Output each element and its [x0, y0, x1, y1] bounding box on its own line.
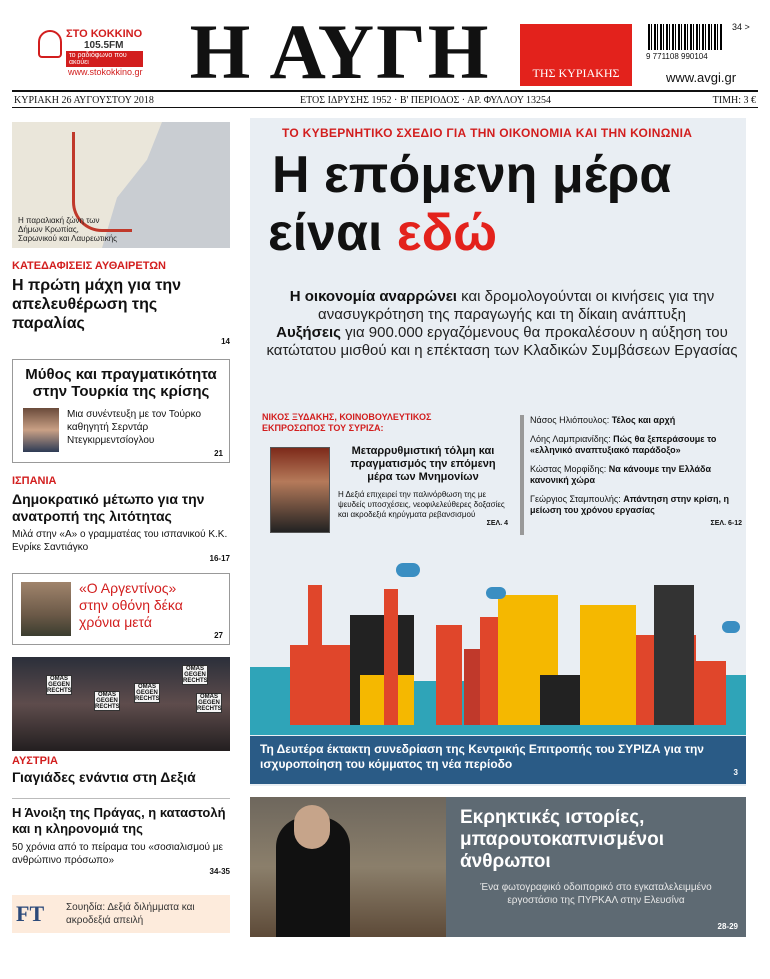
lead-headline[interactable]	[262, 146, 746, 262]
map-caption: Η παραλιακή ζώνη των Δήμων Κρωπίας, Σαρωνικού και Λαυρεωτικής	[18, 216, 118, 243]
edition-badge: ΤΗΣ ΚΥΡΙΑΚΗΣ	[520, 24, 632, 86]
dateline	[12, 90, 758, 108]
barcode-icon	[648, 24, 722, 50]
story-pyrkal[interactable]	[446, 797, 746, 937]
protest-sign: OMAS GEGEN RECHTS	[183, 666, 208, 684]
op-kicker: ΝΙΚΟΣ ΞΥΔΑΚΗΣ, ΚΟΙΝΟΒΟΥΛΕΥΤΙΚΟΣ ΕΚΠΡΟΣΩΠΟΣ ΤΟΥ ΣΥΡΙΖΑ:	[262, 412, 432, 433]
contributor-list	[530, 415, 742, 529]
lead-body	[262, 288, 742, 360]
story-kicker: ΙΣΠΑΝΙΑ	[12, 475, 57, 487]
issue-date: ΚΥΡΙΑΚΗ 26 ΑΥΓΟΥΣΤΟΥ 2018	[14, 95, 154, 106]
op-content	[338, 445, 508, 527]
smoke-cloud	[486, 587, 506, 599]
story-argentinos[interactable]	[12, 573, 230, 645]
contributor-name: Γεώργιος Σταμπουλής:	[530, 494, 621, 504]
story-text: Μιλά στην «Α» ο γραμματέας του ισπανικού Κ.Κ. Ενρίκε Σαντιάγκο	[12, 529, 228, 553]
contributor-title[interactable]: Να κάνουμε την Ελλάδα κανονική χώρα	[530, 464, 712, 485]
body-text: και δρομολογούνται οι κινήσεις για την ανασυγκρότηση της παραγωγής και τη δίκαιη ανάπτυξη	[318, 288, 715, 323]
lightbulb-icon	[38, 30, 62, 58]
story-prague[interactable]	[12, 805, 230, 876]
contributor-title[interactable]: Απάντηση στην κρίση, η μείωση του χρόνου εργασίας	[530, 494, 730, 515]
page-ref: ΣΕΛ. 4	[486, 520, 508, 527]
story-title: «Ο Αργεντίνος» στην οθόνη δέκα χρόνια μετά	[79, 580, 183, 630]
opinion-block[interactable]	[262, 412, 512, 434]
contributor-name: Λόης Λαμπριανίδης:	[530, 434, 611, 444]
barcode-number: 9 771108 990104	[646, 52, 708, 61]
story-text: Ένα φωτογραφικό οδοιπορικό στο εγκαταλελειμμένο εργοστάσιο της ΠΥΡΚΑΛ στην Ελευσίνα	[480, 882, 712, 906]
body-bold: Η οικονομία αναρρώνει	[289, 288, 457, 305]
story-title: Μύθος και πραγματικότητα στην Τουρκία της κρίσης	[25, 366, 217, 400]
lead-kicker: ΤΟ ΚΥΒΕΡΝΗΤΙΚΟ ΣΧΕΔΙΟ ΓΙΑ ΤΗΝ ΟΙΚΟΝΟΜΙΑ ΚΑΙ ΤΗΝ ΚΟΙΝΩΝΙΑ	[282, 126, 693, 140]
contributor-title[interactable]: Πώς θα ξεπεράσουμε το «ελληνικό αναπτυξιακό παράδοξο»	[530, 434, 717, 455]
protest-sign: OMAS GEGEN RECHTS	[197, 694, 222, 712]
politician-photo	[270, 447, 330, 533]
story-austria[interactable]	[12, 755, 230, 786]
pyrkal-photo	[250, 797, 446, 937]
story-spain[interactable]	[12, 475, 230, 563]
protest-sign: OMAS GEGEN RECHTS	[95, 692, 120, 710]
protest-photo	[12, 657, 230, 751]
contributor-name: Κώστας Μορφίδης:	[530, 464, 607, 474]
story-title: Δημοκρατικό μέτωπο για την ανατροπή της λιτότητας	[12, 491, 205, 524]
story-text: Μια συνέντευξη με τον Τούρκο καθηγητή Σερντάρ Ντεγκιρμεντσίογλου	[67, 409, 202, 446]
column-rule	[520, 415, 524, 535]
page-ref: 34-35	[209, 867, 230, 876]
op-title: Μεταρρυθμιστική τόλμη και πραγματισμός την επόμενη μέρα των Μνημονίων	[350, 445, 496, 483]
contributor-name: Νάσος Ηλιόπουλος:	[530, 415, 610, 425]
op-text: Η Δεξιά επιχειρεί την παλινόρθωση της με ψευδείς υποσχέσεις, νεοφιλελεύθερες δοξασίες και ακροδεξιά κηρύγματα ρεβανσισμού	[338, 490, 505, 519]
body-text: για 900.000 εργαζόμενους θα προκαλέσουν η αύξηση του κατώτατου μισθού και η επέκταση των Κλαδικών Συμβάσεων Εργασίας	[266, 324, 738, 359]
website-url: www.avgi.gr	[666, 70, 737, 85]
page-ref: ΣΕΛ. 6-12	[710, 520, 742, 527]
page-ref: 21	[214, 449, 223, 458]
film-photo	[21, 582, 71, 636]
story-title: Εκρηκτικές ιστορίες, μπαρουτοκαπνισμένοι άνθρωποι	[460, 807, 664, 872]
coast-map	[12, 122, 230, 248]
story-beaches[interactable]	[12, 260, 230, 346]
protest-sign: OMAS GEGEN RECHTS	[135, 684, 160, 702]
headline-line-2: είναι	[268, 204, 397, 262]
page-ref: 16-17	[209, 554, 230, 563]
story-title: Η Άνοιξη της Πράγας, η καταστολή και η κληρονομιά της	[12, 805, 226, 836]
issue-info: ΕΤΟΣ ΙΔΡΥΣΗΣ 1952 · Β' ΠΕΡΙΟΔΟΣ · ΑΡ. ΦΥΛΛΟΥ 13254	[300, 95, 552, 106]
radio-frequency: 105.5FM	[84, 40, 124, 51]
story-title: Η πρώτη μάχη για την απελευθέρωση της παραλίας	[12, 277, 182, 332]
ft-logo: FT	[16, 901, 45, 926]
newspaper-title: Η ΑΥΓΗ	[189, 8, 491, 95]
radio-ad	[38, 28, 143, 80]
smoke-cloud	[722, 621, 740, 633]
headline-line-1: Η επόμενη μέρα	[272, 146, 672, 204]
ft-box[interactable]	[12, 895, 230, 933]
page-ref: 14	[221, 337, 230, 346]
lead-caption	[250, 736, 746, 784]
smoke-cloud	[396, 563, 420, 577]
issue-price: ΤΙΜΗ: 3 €	[712, 95, 756, 106]
story-kicker: ΚΑΤΕΔΑΦΙΣΕΙΣ ΑΥΘΑΙΡΕΤΩΝ	[12, 260, 166, 272]
interviewee-photo	[23, 408, 59, 452]
page-ref: 27	[214, 631, 223, 640]
radio-url: www.stokokkino.gr	[68, 67, 143, 77]
barcode-issue: 34 >	[732, 22, 750, 32]
page-ref: 3	[733, 768, 738, 777]
body-bold: Αυξήσεις	[276, 324, 341, 341]
divider	[12, 798, 230, 799]
caption-text: Τη Δευτέρα έκτακτη συνεδρίαση της Κεντρικής Επιτροπής του ΣΥΡΙΖΑ για την ισχυροποίηση του κόμματος τη νέα περίοδο	[260, 742, 704, 771]
story-text: 50 χρόνια από το πείραμα του «σοσιαλισμού με ανθρώπινο πρόσωπο»	[12, 842, 223, 866]
ft-text: Σουηδία: Δεξιά διλήμματα και ακροδεξιά απειλή	[66, 902, 195, 926]
headline-red-word: εδώ	[396, 204, 498, 262]
story-title: Γιαγιάδες ενάντια στη Δεξιά	[12, 769, 196, 785]
protest-sign: OMAS GEGEN RECHTS	[47, 676, 72, 694]
page-ref: 28-29	[717, 922, 738, 931]
contributor-title[interactable]: Τέλος και αρχή	[611, 415, 676, 425]
man-head	[294, 805, 330, 849]
story-turkey[interactable]	[12, 359, 230, 463]
radio-tagline: το ραδιόφωνο που ακούει	[66, 51, 143, 67]
story-kicker: ΑΥΣΤΡΙΑ	[12, 755, 58, 767]
radio-logo: ΣΤΟ ΚΟΚΚΙΝΟ	[66, 28, 143, 40]
factory-illustration	[250, 555, 746, 735]
